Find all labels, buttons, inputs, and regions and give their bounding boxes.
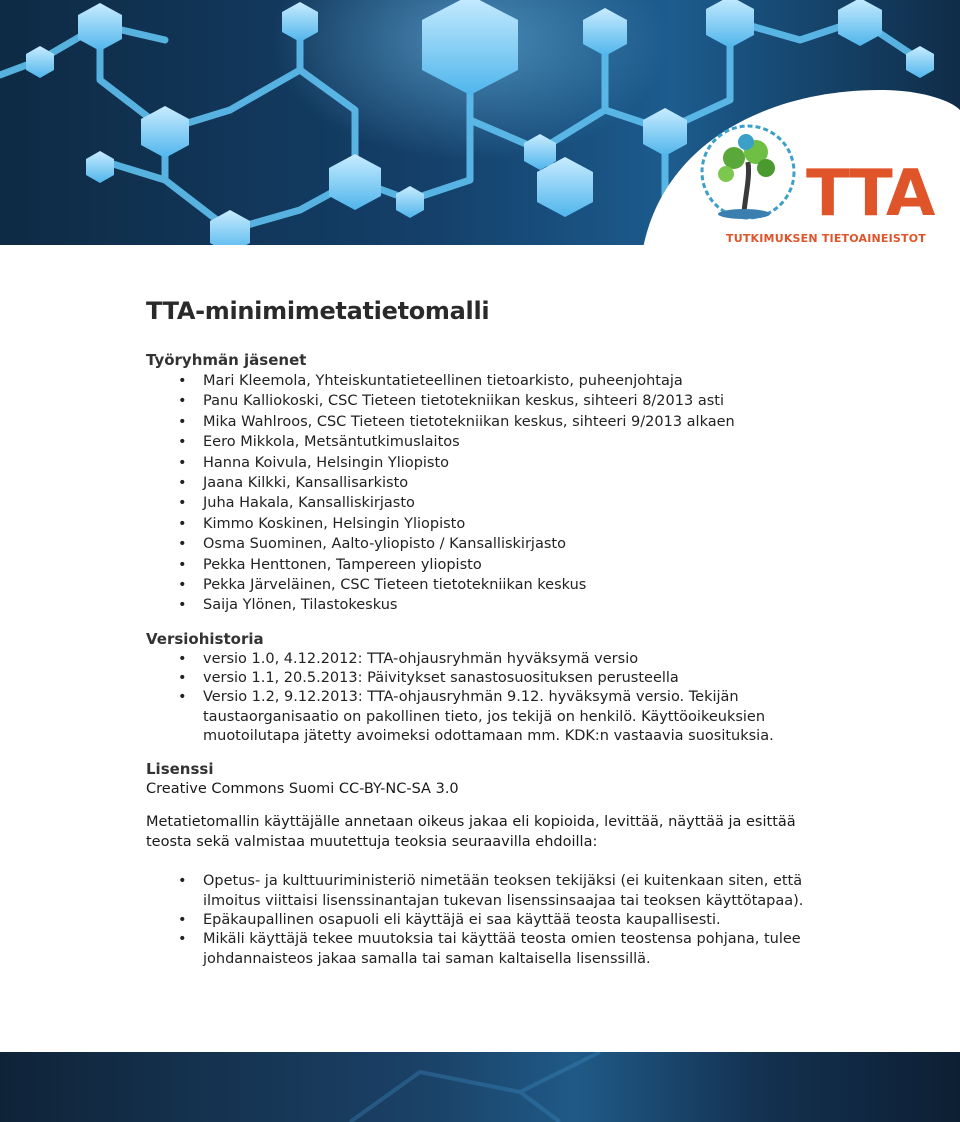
versions-section (146, 630, 826, 746)
list-item: • Panu Kalliokoski, CSC Tieteen tietotekniikan keskus, sihteeri 8/2013 asti (146, 391, 826, 411)
list-item: • Eero Mikkola, Metsäntutkimuslaitos (146, 432, 826, 452)
list-item: • Pekka Henttonen, Tampereen yliopisto (146, 555, 826, 575)
footer-network-graphic (0, 1052, 960, 1122)
versions-list (146, 650, 826, 746)
members-heading: Työryhmän jäsenet (146, 351, 307, 369)
list-item: • versio 1.1, 20.5.2013: Päivitykset sanastosuosituksen perusteella (146, 669, 826, 688)
list-item: • Osma Suominen, Aalto-yliopisto / Kansalliskirjasto (146, 534, 826, 554)
list-item: • Mikäli käyttäjä tekee muutoksia tai käyttää teosta omien teostensa pohjana, tulee johdannaisteos jakaa samalla tai saman kaltaisella lisenssillä. (146, 930, 826, 969)
list-item: • Kimmo Koskinen, Helsingin Yliopisto (146, 514, 826, 534)
list-item: • Mika Wahlroos, CSC Tieteen tietotekniikan keskus, sihteeri 9/2013 alkaen (146, 412, 826, 432)
list-item: • Versio 1.2, 9.12.2013: TTA-ohjausryhmän 9.12. hyväksymä versio. Tekijän taustaorganisaatio on pakollinen tieto, jos tekijä on henkilö. Käyttöoikeuksien muotoilutapa jätetty avoimeksi odottamaan mm. KDK:n vastaavia suosituksia. (146, 688, 826, 746)
logo-title: TTA (806, 157, 934, 231)
list-item: • Hanna Koivula, Helsingin Yliopisto (146, 453, 826, 473)
footer-banner (0, 1052, 960, 1122)
license-heading: Lisenssi (146, 760, 214, 779)
list-item: • Mari Kleemola, Yhteiskuntatieteellinen tietoarkisto, puheenjohtaja (146, 371, 826, 391)
members-section (146, 351, 826, 616)
list-item: • Opetus- ja kulttuuriministeriö nimetään teoksen tekijäksi (ei kuitenkaan siten, että ilmoitus viittaisi lisenssinantajan tukevan lisenssinsaajaa tai teoksen käyttötapaa). (146, 872, 826, 911)
header-banner (0, 0, 960, 270)
list-item: • Pekka Järveläinen, CSC Tieteen tietotekniikan keskus (146, 575, 826, 595)
members-list (146, 371, 826, 616)
license-terms-list (146, 872, 826, 968)
document-body (146, 297, 826, 969)
license-name: Creative Commons Suomi CC-BY-NC-SA 3.0 (146, 781, 459, 798)
list-item: • Jaana Kilkki, Kansallisarkisto (146, 473, 826, 493)
list-item: • Saija Ylönen, Tilastokeskus (146, 595, 826, 615)
list-item: • Juha Hakala, Kansalliskirjasto (146, 493, 826, 513)
license-section (146, 760, 826, 968)
list-item: • versio 1.0, 4.12.2012: TTA-ohjausryhmän hyväksymä versio (146, 650, 826, 669)
license-terms-intro: Metatietomallin käyttäjälle annetaan oikeus jakaa eli kopioida, levittää, näyttää ja esittää teosta sekä valmistaa muutettuja teoksia seuraavilla ehdoilla: (146, 814, 796, 850)
page-title: TTA-minimimetatietomalli (146, 297, 490, 325)
list-item: • Epäkaupallinen osapuoli eli käyttäjä ei saa käyttää teosta kaupallisesti. (146, 911, 826, 930)
versions-heading: Versiohistoria (146, 629, 264, 648)
logo-subtitle: TUTKIMUKSEN TIETOAINEISTOT (726, 232, 926, 245)
